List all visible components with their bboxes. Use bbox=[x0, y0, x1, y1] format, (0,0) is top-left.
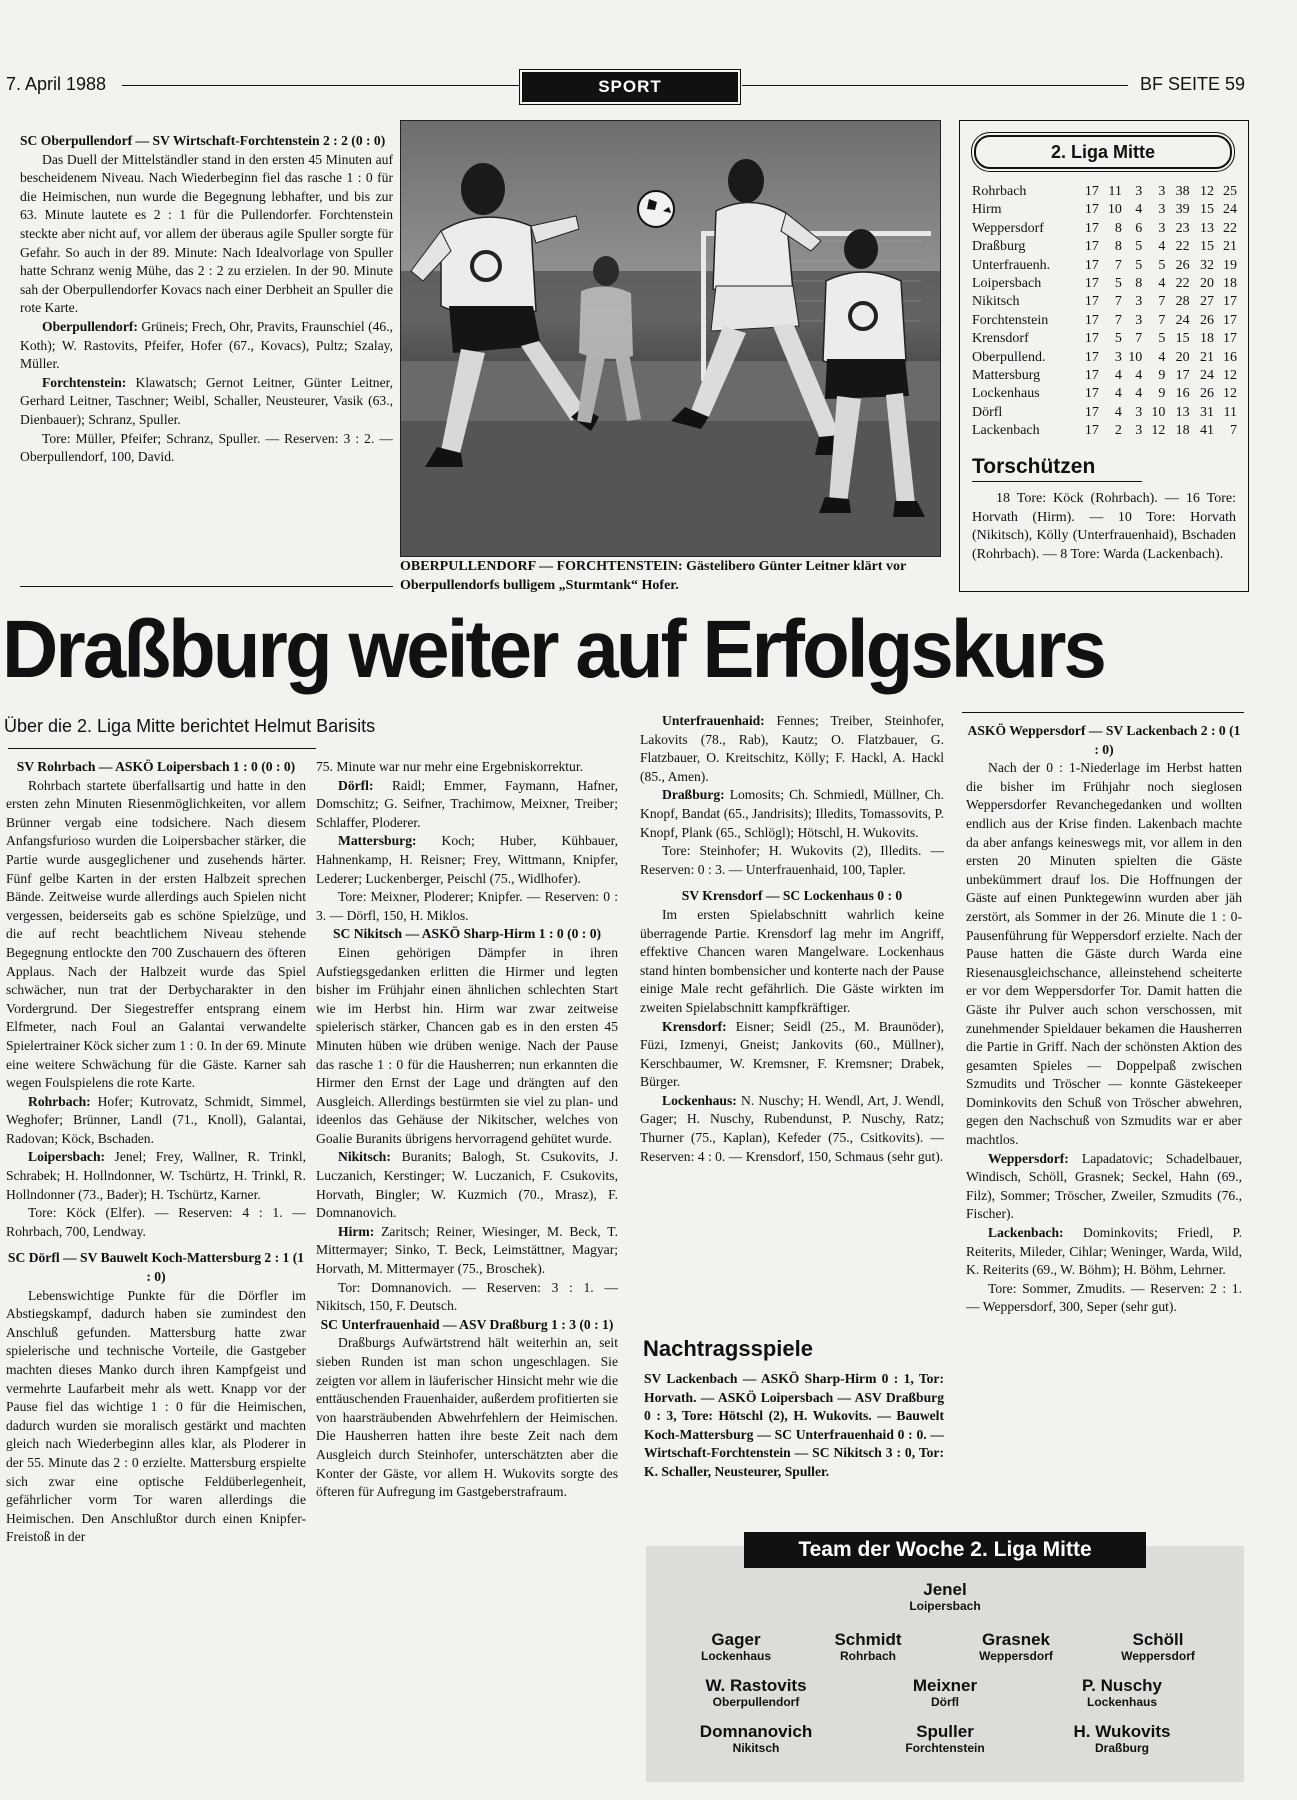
league-row bbox=[972, 385, 1237, 403]
team-of-week-panel bbox=[646, 1538, 1244, 1782]
match-heading: SC Dörfl — SV Bauwelt Koch-Mattersburg 2 : 1 (1 : 0) bbox=[7, 1250, 305, 1285]
lineup: Hofer; Kutrovatz, Schmidt, Simmel, Weghofer; Brünner, Landl (71., Knoll), Galantai, Radovan; Köck, Bschaden. bbox=[6, 1093, 306, 1146]
league-stat-w: 4 bbox=[1114, 404, 1122, 420]
league-stat-pts: 12 bbox=[1223, 368, 1237, 384]
lineup-team: Lackenbach: bbox=[988, 1225, 1064, 1241]
league-stat-gf: 13 bbox=[1175, 404, 1190, 420]
league-stat-l: 5 bbox=[1158, 331, 1166, 347]
player-club: Draßburg bbox=[1095, 1741, 1149, 1755]
league-team: Unterfrauenh. bbox=[972, 257, 1051, 273]
match-report: Rohrbach startete überfallsartig und hatte in den ersten zehn Minuten Riesenmöglichkeiten, vor allem Brünner vergab eine todsichere. Nach diesem Anfangsfurioso wurden die Loipersbacher stärker, die Partie wurde ausgeglichener und zusehends härter. Fünf gelbe Karten in der ersten Halbzeit sprechen Bände. Zeitweise wurde allerdings auch Spielen nicht vergessen, beiderseits gab es schöne Spielzüge, und die auf recht beachtlichem Niveau stehende Begegnung entlockte den 700 Zuschauern des öfteren Applaus. Nach der Halbzeit wurde das Spiel schwächer, nun trat der Derbycharakter in den Vordergrund. Der Siegestreffer entsprang einem Elfmeter, nach Foul an Galantai verwandelte Spielertrainer Köck sicher zum 1 : 0. In der 69. Minute eine weitere Schwächung für die Gäste. Karner sah wegen Foulspielens die rote Karte. bbox=[6, 777, 306, 1091]
col4-top-rule bbox=[962, 712, 1244, 713]
league-stat-w: 8 bbox=[1114, 220, 1122, 236]
league-stat-p: 17 bbox=[1084, 423, 1099, 439]
player-name: Meixner bbox=[912, 1676, 978, 1695]
lineup: Jenel; Frey, Wallner, R. Trinkl, Schrabek; H. Hollndonner, W. Tschürtz, H. Trinkl, R. Hollndonner (73., Bader); H. Tschürtz, Karner. bbox=[6, 1149, 306, 1202]
league-stat-gf: 23 bbox=[1175, 220, 1190, 236]
league-stat-ga: 15 bbox=[1199, 239, 1214, 255]
league-stat-d: 3 bbox=[1135, 184, 1143, 199]
league-stat-d: 5 bbox=[1135, 239, 1143, 255]
player-name: H. Wukovits bbox=[1073, 1722, 1171, 1741]
league-team: Dörfl bbox=[972, 404, 1003, 420]
football-photo-image bbox=[401, 121, 940, 556]
league-stat-ga: 15 bbox=[1199, 202, 1214, 218]
player-name: Gager bbox=[711, 1630, 761, 1649]
player-name: Jenel bbox=[923, 1580, 967, 1599]
league-stat-w: 5 bbox=[1114, 331, 1122, 347]
league-stat-ga: 32 bbox=[1199, 257, 1214, 273]
team-of-week-player bbox=[671, 1722, 841, 1755]
lineup: Grüneis; Frech, Ohr, Pravits, Fraunschiel (46., Koth); W. Rastovits, Pfeifer, Hofer (67., Kovacs), Pultz; Szalay, Müller. bbox=[20, 318, 393, 372]
league-stat-d: 7 bbox=[1135, 331, 1143, 347]
league-stat-p: 17 bbox=[1084, 349, 1099, 365]
report-oberpullendorf bbox=[20, 132, 393, 467]
league-stat-gf: 38 bbox=[1175, 184, 1190, 199]
league-stat-w: 7 bbox=[1114, 294, 1122, 310]
league-stat-pts: 18 bbox=[1223, 276, 1237, 292]
league-stat-p: 17 bbox=[1084, 386, 1099, 402]
league-stat-p: 17 bbox=[1084, 312, 1099, 328]
report-goals: Tore: Müller, Pfeifer; Schranz, Spuller. — Reserven: 3 : 2. — Oberpullendorf, 100, David. bbox=[20, 430, 393, 465]
league-stat-ga: 27 bbox=[1199, 294, 1214, 310]
match-report: Draßburgs Aufwärtstrend hält weiterhin an, seit sieben Runden ist man schon ungeschlagen. Sie zeigten vor allem in läuferischer Hinsicht mehr wie die enttäuschenden Frauenhaider, außerdem profitierten sie von haarsträubenden Abwehrfehlern der Heimischen. Die Hausherren hatten ihre beste Zeit nach dem Ausgleich durch Steinhofer, unterschätzten aber die Konter der Gäste, vor allem H. Wukovits sorgte des öfteren für Aufregung im Gastgeberstrafraum. bbox=[316, 1335, 618, 1500]
league-standings bbox=[972, 183, 1237, 441]
league-stat-pts: 7 bbox=[1230, 423, 1237, 439]
league-stat-l: 7 bbox=[1158, 312, 1166, 328]
player-club: Loipersbach bbox=[909, 1599, 981, 1613]
player-club: Weppersdorf bbox=[1121, 1649, 1195, 1663]
league-table-title bbox=[974, 135, 1232, 169]
match-report-continued: 75. Minute war nur mehr eine Ergebniskorrektur. bbox=[316, 759, 584, 774]
player-club: Rohrbach bbox=[839, 1649, 896, 1663]
match-report: Nach der 0 : 1-Niederlage im Herbst hatten die bisher im Frühjahr noch sieglosen Weppersdorfer Revanchegedanken und wollten endlich aus der Krise finden. Lakenbach machte da aber anfangs keineswegs mit, vor allem in den ersten 20 Minuten spielten die Gäste unbekümmert drauf los. Die Hoffnungen der Gäste auf einen Punktegewinn wurden aber jäh zerstört, als Sommer in der 26. Minute die 1 : 0-Pausenführung für Weppersdorf erzielte. Nach der Pause hatten die Gäste durch Warda eine Riesenausgleichschance, alleinstehend scheiterte er vor dem Weppersdorfer Tor. Damit hatten die Gäste ihr Pulver auch schon verschossen, mit zunehmender Spieldauer bekamen die Hausherren die Partie in Griff. Nach der schönsten Aktion des gesamten Spieles — Doppelpaß zwischen Szmudits und Tröscher — konnte Gästekeeper Dominkovits den Schuß von Tröscher abwehren, gegen den Nachschuß von Szmudits war er aber machtlos. bbox=[966, 760, 1242, 1148]
team-of-week-player bbox=[860, 1722, 1030, 1755]
team-of-week-player bbox=[1037, 1676, 1207, 1709]
league-stat-ga: 41 bbox=[1199, 423, 1214, 439]
league-stat-l: 4 bbox=[1158, 276, 1166, 292]
lineup-team: Dörfl: bbox=[338, 777, 374, 793]
match-heading: ASKÖ Weppersdorf — SV Lackenbach 2 : 0 (1 : 0) bbox=[967, 723, 1241, 757]
league-stat-l: 9 bbox=[1158, 386, 1166, 402]
team-of-week-player bbox=[1073, 1630, 1243, 1663]
league-stat-d: 3 bbox=[1135, 312, 1143, 328]
league-stat-d: 6 bbox=[1135, 220, 1143, 236]
match-goals: Tore: Steinhofer; H. Wukovits (2), Illedits. — Reserven: 0 : 3. — Unterfrauenhaid, 100, Tapler. bbox=[640, 843, 944, 877]
league-stat-w: 3 bbox=[1114, 349, 1122, 365]
league-stat-pts: 11 bbox=[1223, 404, 1237, 420]
lineup: Dominkovits; Friedl, P. Reiterits, Mileder, Cihlar; Weninger, Warda, Wild, K. Reiterits (69., W. Böhm); H. Böhm, Lehrner. bbox=[966, 1225, 1243, 1278]
match-heading: SV Krensdorf — SC Lockenhaus 0 : 0 bbox=[681, 888, 903, 904]
league-stat-w: 5 bbox=[1114, 276, 1122, 292]
league-stat-d: 4 bbox=[1135, 202, 1143, 218]
lineup-team: Forchtenstein: bbox=[42, 374, 127, 390]
league-stat-d: 4 bbox=[1135, 386, 1143, 402]
report-body: Das Duell der Mittelständler stand in den ersten 45 Minuten auf bescheidenem Niveau. Nach Wiederbeginn fiel das rasche 1 : 0 für die Heimischen, nun wurde die Begegnung lebhafter, und bis zur 63. Minute lautete es 2 : 1 für die Pullendorfer. Forchtenstein steckte aber nicht auf, vor allem der überaus agile Spuller sorgte für Gefahr. So auch in der 89. Minute: Nach Idealvorlage von Spuller hatte Schranz wenig Mühe, das 2 : 2 zu erzielen. In der 90. Minute sah der Oberpullendorfer Kovacs nach einer Derbheit an Spuller die rote Karte. bbox=[20, 151, 393, 316]
league-stat-ga: 26 bbox=[1199, 312, 1214, 328]
lineup: N. Nuschy; H. Wendl, Art, J. Wendl, Gager; H. Nuschy, Rubendunst, P. Nuschy, Ratz; Thurner (75., Kaplan), Kefeder (75., Csitkovits). — Reserven: 4 : 0. — Krensdorf, 150, Schmaus (sehr gut). bbox=[640, 1092, 944, 1164]
lineup: Eisner; Seidl (25., M. Braunöder), Füzi, Izmenyi, Gneist; Jankovits (60., Müllner), Kerschbaumer, W. Kremsner, F. Kremsner; Drabek, Bürger. bbox=[640, 1018, 944, 1090]
scorers-title: Torschützen bbox=[972, 455, 1096, 478]
league-row bbox=[972, 422, 1237, 440]
team-of-week-player bbox=[860, 1676, 1030, 1709]
league-table-box bbox=[959, 120, 1249, 592]
league-stat-pts: 17 bbox=[1223, 294, 1237, 310]
report-bottom-rule bbox=[20, 586, 393, 587]
lineup-team: Oberpullendorf: bbox=[42, 318, 138, 334]
match-heading: SC Unterfrauenhaid — ASV Draßburg 1 : 3 (0 : 1) bbox=[320, 1316, 614, 1332]
league-row bbox=[972, 257, 1237, 275]
lineup-team: Weppersdorf: bbox=[988, 1150, 1069, 1166]
match-heading: SC Nikitsch — ASKÖ Sharp-Hirm 1 : 0 (0 : 0) bbox=[332, 926, 602, 942]
league-stat-gf: 18 bbox=[1175, 423, 1190, 439]
player-name: Schöll bbox=[1132, 1630, 1184, 1649]
lineup: Fennes; Treiber, Steinhofer, Lakovits (78., Rab), Kautz; O. Flatzbauer, G. Flatzbauer, O. Kreitschitz, Kölly; F. Hackl, A. Hackl (85., Amen). bbox=[640, 713, 944, 784]
team-of-week-player bbox=[783, 1630, 953, 1663]
league-stat-pts: 17 bbox=[1223, 312, 1237, 328]
league-row bbox=[972, 404, 1237, 422]
league-stat-l: 5 bbox=[1158, 257, 1166, 273]
league-stat-gf: 39 bbox=[1175, 202, 1190, 218]
league-team: Draßburg bbox=[972, 239, 1026, 255]
headline: Draßburg weiter auf Erfolgskurs bbox=[2, 604, 1105, 695]
team-of-week-player bbox=[671, 1676, 841, 1709]
league-stat-pts: 21 bbox=[1223, 239, 1237, 255]
scorers-text: 18 Tore: Köck (Rohrbach). — 16 Tore: Horvath (Hirm). — 10 Tore: Horvath (Nikitsch), Kölly (Unterfrauenhaid), Bschaden (Rohrbach). — 8 Tore: Warda (Lackenbach). bbox=[972, 491, 1236, 562]
league-stat-w: 10 bbox=[1107, 202, 1122, 218]
league-team: Lackenbach bbox=[972, 423, 1040, 439]
league-stat-ga: 18 bbox=[1199, 331, 1214, 347]
header-rule-right bbox=[742, 85, 1128, 86]
league-stat-gf: 22 bbox=[1175, 276, 1190, 292]
league-stat-pts: 25 bbox=[1223, 184, 1237, 199]
team-of-week-title: Team der Woche 2. Liga Mitte bbox=[744, 1532, 1146, 1568]
team-of-week-player bbox=[1037, 1722, 1207, 1755]
match-report: Im ersten Spielabschnitt wahrlich keine überragende Partie. Krensdorf lag mehr im Angriff, effektive Chancen waren Mangelware. Lockenhaus stand hinten bombensicher und konterte nach der Pause einige Male recht gefährlich. Die Gäste wirkten im zweiten Spielabschnitt kampfkräftiger. bbox=[640, 906, 944, 1015]
league-stat-d: 3 bbox=[1135, 423, 1143, 439]
league-row bbox=[972, 293, 1237, 311]
league-stat-l: 3 bbox=[1158, 184, 1166, 199]
byline: Über die 2. Liga Mitte berichtet Helmut Barisits bbox=[4, 716, 376, 736]
league-row bbox=[972, 201, 1237, 219]
lineup: Zaritsch; Reiner, Wiesinger, M. Beck, T. Mittermayer; Sinko, T. Beck, Leimstättner, Magyar; Horvath, M. Mittermayer (75., Broschek). bbox=[316, 1223, 618, 1277]
lineup-team: Nikitsch: bbox=[338, 1149, 391, 1165]
team-of-week-player bbox=[860, 1580, 1030, 1613]
lineup: Koch; Huber, Kühbauer, Hahnenkamp, H. Reisner; Frey, Wittmann, Knipfer, Lederer; Luckenberger, Peischl (75., Widlhofer). bbox=[316, 833, 619, 886]
player-club: Dörfl bbox=[931, 1695, 959, 1709]
player-name: Schmidt bbox=[834, 1630, 902, 1649]
player-name: P. Nuschy bbox=[1081, 1676, 1162, 1695]
catchup-games: SV Lackenbach — ASKÖ Sharp-Hirm 0 : 1, Tor: Horvath. — ASKÖ Loipersbach — ASV Draßburg 0 : 3, Tore: Hötschl (2), H. Wukovits. — Bauwelt Koch-Mattersburg — SC Unterfrauenhaid 0 : 0. — Wirtschaft-Forchtenstein — SC Nikitsch 3 : 0, Tor: K. Schaller, Neusteurer, Spuller. bbox=[644, 1371, 944, 1479]
match-report: Einen gehörigen Dämpfer in ihren Aufstiegsgedanken erlitten die Hirmer und legten bisher im Frühjahr einen ähnlichen schlechten Start wie im Herbst hin. Hirm war zwar zeitweise spielerisch stärker, Chancen gab es in den ersten 45 Minuten hüben wie drüben wenige. Nach der Pause das rasche 1 : 0 für die Hausherren; nun erkannten die Hirmer den Ernst der Lage und drängten auf den Ausgleich. Allerdings bestürmten sie viel zu plan- und ideenlos das Gehäuse der Nikitscher, welches von Goalie Buranits übrigens hervorragend gehütet wurde. bbox=[316, 944, 618, 1146]
league-team: Forchtenstein bbox=[972, 312, 1049, 328]
header-date: 7. April 1988 bbox=[6, 74, 107, 94]
league-stat-l: 12 bbox=[1151, 423, 1166, 439]
player-club: Lockenhaus bbox=[700, 1649, 772, 1663]
column-3 bbox=[640, 712, 944, 1166]
league-stat-ga: 12 bbox=[1199, 184, 1214, 199]
lineup-team: Krensdorf: bbox=[662, 1018, 727, 1034]
league-stat-ga: 31 bbox=[1199, 404, 1214, 420]
catchup-title: Nachtragsspiele bbox=[643, 1336, 813, 1361]
league-row bbox=[972, 275, 1237, 293]
league-team: Oberpullend. bbox=[972, 349, 1046, 365]
match-photo bbox=[400, 120, 941, 557]
match-report: Lebenswichtige Punkte für die Dörfler im Abstiegskampf, dadurch haben sie zumindest den Anschluß gefunden. Mattersburg hatte zwar spielerische und technische Vorteile, die Gastgeber machten dieses Manko durch ihren Kampfgeist und vermehrte Laufarbeit mehr als wett. Knapp vor der Pause fiel das wichtige 1 : 0 für die Heimischen, dadurch wurden sie moralisch gestärkt und machten gleich nach Wiederbeginn alles klar, als Ploderer in der 55. Minute das 2 : 0 erzielte. Mattersburg erspielte sich zwar eine optische Feldüberlegenheit, gefährlicher vorm Tor waren allerdings die Heimischen. Den Anschlußtor durch einen Knipfer-Freistoß in der bbox=[6, 1287, 306, 1545]
player-name: W. Rastovits bbox=[705, 1676, 807, 1695]
report-heading: SC Oberpullendorf — SV Wirtschaft-Forchtenstein 2 : 2 (0 : 0) bbox=[20, 133, 386, 148]
league-stat-l: 9 bbox=[1158, 368, 1166, 384]
player-club: Oberpullendorf bbox=[712, 1695, 800, 1709]
league-stat-w: 4 bbox=[1114, 368, 1122, 384]
league-row bbox=[972, 349, 1237, 367]
league-team: Loipersbach bbox=[972, 276, 1042, 292]
league-stat-d: 8 bbox=[1135, 276, 1143, 292]
league-team: Weppersdorf bbox=[972, 220, 1044, 236]
league-stat-pts: 22 bbox=[1223, 220, 1237, 236]
league-row bbox=[972, 238, 1237, 256]
league-stat-l: 3 bbox=[1158, 220, 1166, 236]
league-stat-p: 17 bbox=[1084, 220, 1099, 236]
player-club: Nikitsch bbox=[732, 1741, 780, 1755]
league-stat-gf: 17 bbox=[1175, 368, 1190, 384]
league-title-text: 2. Liga Mitte bbox=[1050, 142, 1155, 162]
lineup-team: Unterfrauenhaid: bbox=[662, 713, 765, 728]
league-stat-d: 4 bbox=[1135, 368, 1143, 384]
league-stat-l: 3 bbox=[1158, 202, 1166, 218]
lineup: Klawatsch; Gernot Leitner, Günter Leitner, Gerhard Leitner, Taschner; Weibl, Schaller, Neusteurer, Vasik (63., Dienbauer); Schranz, Spuller. bbox=[20, 374, 393, 427]
match-goals: Tor: Domnanovich. — Reserven: 3 : 1. — Nikitsch, 150, F. Deutsch. bbox=[316, 1279, 618, 1314]
player-name: Domnanovich bbox=[699, 1722, 813, 1741]
league-stat-p: 17 bbox=[1084, 294, 1099, 310]
league-stat-ga: 26 bbox=[1199, 386, 1214, 402]
league-stat-pts: 16 bbox=[1223, 349, 1237, 365]
league-stat-gf: 22 bbox=[1175, 239, 1190, 255]
league-stat-p: 17 bbox=[1084, 257, 1099, 273]
league-stat-w: 2 bbox=[1114, 423, 1122, 439]
header-rule-left bbox=[122, 85, 520, 86]
league-stat-gf: 20 bbox=[1175, 349, 1190, 365]
lineup-team: Loipersbach: bbox=[28, 1149, 106, 1165]
league-row bbox=[972, 367, 1237, 385]
league-stat-w: 8 bbox=[1114, 239, 1122, 255]
lineup: Lomosits; Ch. Schmiedl, Müllner, Ch. Knopf, Bandat (65., Jandrisits); Illedits, Tomassovits, P. Knopf, Plank (65., Schlögl); Hötschl, H. Wukovits. bbox=[640, 787, 944, 840]
match-heading: SV Rohrbach — ASKÖ Loipersbach 1 : 0 (0 : 0) bbox=[16, 759, 296, 774]
player-name: Spuller bbox=[916, 1722, 974, 1741]
league-team: Mattersburg bbox=[972, 368, 1041, 384]
league-row bbox=[972, 312, 1237, 330]
league-stat-gf: 26 bbox=[1175, 257, 1190, 273]
league-stat-gf: 16 bbox=[1175, 386, 1190, 402]
league-stat-l: 10 bbox=[1151, 404, 1166, 420]
league-stat-pts: 17 bbox=[1223, 331, 1237, 347]
lineup-team: Rohrbach: bbox=[28, 1093, 91, 1109]
league-stat-p: 17 bbox=[1084, 404, 1099, 420]
lineup: Buranits; Balogh, St. Csukovits, J. Luczanich, Kerstinger; W. Luczanich, F. Csukovits, Horvath, Bingler; W. Kuzmich (70., Mrasz), F. Domnanovich. bbox=[316, 1149, 618, 1221]
scorers-rule bbox=[972, 481, 1142, 482]
match-goals: Tore: Köck (Elfer). — Reserven: 4 : 1. — Rohrbach, 700, Lendway. bbox=[6, 1205, 306, 1239]
column-2 bbox=[316, 758, 618, 1502]
league-stat-ga: 20 bbox=[1199, 276, 1214, 292]
match-goals: Tore: Meixner, Ploderer; Knipfer. — Reserven: 0 : 3. — Dörfl, 150, H. Miklos. bbox=[316, 889, 618, 923]
col1-top-rule bbox=[8, 748, 316, 749]
league-stat-l: 4 bbox=[1158, 349, 1166, 365]
league-stat-w: 7 bbox=[1114, 257, 1122, 273]
league-stat-l: 4 bbox=[1158, 239, 1166, 255]
lineup-team: Lockenhaus: bbox=[662, 1092, 737, 1108]
league-stat-gf: 28 bbox=[1175, 294, 1190, 310]
league-stat-d: 5 bbox=[1135, 257, 1143, 273]
player-name: Grasnek bbox=[981, 1630, 1051, 1649]
player-club: Lockenhaus bbox=[1086, 1695, 1158, 1709]
page-number: BF SEITE 59 bbox=[1140, 74, 1246, 94]
league-stat-pts: 19 bbox=[1223, 257, 1237, 273]
league-team: Lockenhaus bbox=[972, 386, 1040, 402]
league-stat-pts: 12 bbox=[1223, 386, 1237, 402]
league-stat-ga: 21 bbox=[1199, 349, 1214, 365]
league-stat-ga: 13 bbox=[1199, 220, 1214, 236]
league-stat-pts: 24 bbox=[1223, 202, 1237, 218]
league-stat-w: 4 bbox=[1114, 386, 1122, 402]
lineup-team: Hirm: bbox=[338, 1223, 375, 1239]
lineup: Raidl; Emmer, Faymann, Hafner, Domschitz; G. Seifner, Trachimow, Meixner, Treiber; Schlaffer, Ploderer. bbox=[316, 777, 618, 830]
league-stat-p: 17 bbox=[1084, 331, 1099, 347]
league-stat-p: 17 bbox=[1084, 184, 1099, 199]
league-stat-w: 11 bbox=[1108, 184, 1122, 199]
league-row bbox=[972, 183, 1237, 201]
league-team: Rohrbach bbox=[972, 184, 1027, 199]
player-club: Weppersdorf bbox=[979, 1649, 1053, 1663]
league-stat-gf: 24 bbox=[1175, 312, 1190, 328]
section-label: SPORT bbox=[522, 72, 738, 102]
league-stat-w: 7 bbox=[1114, 312, 1122, 328]
league-team: Nikitsch bbox=[972, 294, 1020, 310]
match-goals: Tore: Sommer, Zmudits. — Reserven: 2 : 1. — Weppersdorf, 300, Seper (sehr gut). bbox=[966, 1280, 1242, 1315]
league-stat-p: 17 bbox=[1084, 202, 1099, 218]
league-team: Krensdorf bbox=[972, 331, 1029, 347]
lineup: Lapadatovic; Schadelbauer, Windisch, Schöll, Grasnek; Seckel, Hahn (69., Filz), Sommer; Tröscher, Zweiler, Szmudits (76., Fischer). bbox=[966, 1150, 1242, 1222]
league-stat-gf: 15 bbox=[1175, 331, 1190, 347]
league-stat-d: 3 bbox=[1135, 404, 1143, 420]
lineup-team: Draßburg: bbox=[662, 787, 725, 803]
league-team: Hirm bbox=[972, 202, 1002, 218]
column-1 bbox=[6, 758, 306, 1547]
league-stat-l: 7 bbox=[1158, 294, 1166, 310]
league-stat-p: 17 bbox=[1084, 239, 1099, 255]
lineup-team: Mattersburg: bbox=[338, 833, 417, 849]
league-stat-d: 10 bbox=[1128, 349, 1143, 365]
photo-caption: OBERPULLENDORF — FORCHTENSTEIN: Gästelibero Günter Leitner klärt vor Oberpullendorfs bulligem „Sturmtank“ Hofer. bbox=[400, 559, 906, 593]
league-stat-p: 17 bbox=[1084, 276, 1099, 292]
league-stat-d: 3 bbox=[1135, 294, 1143, 310]
league-stat-p: 17 bbox=[1084, 368, 1099, 384]
player-club: Forchtenstein bbox=[905, 1741, 985, 1755]
league-stat-ga: 24 bbox=[1199, 368, 1214, 384]
league-row bbox=[972, 220, 1237, 238]
column-4 bbox=[966, 722, 1242, 1317]
league-row bbox=[972, 330, 1237, 348]
